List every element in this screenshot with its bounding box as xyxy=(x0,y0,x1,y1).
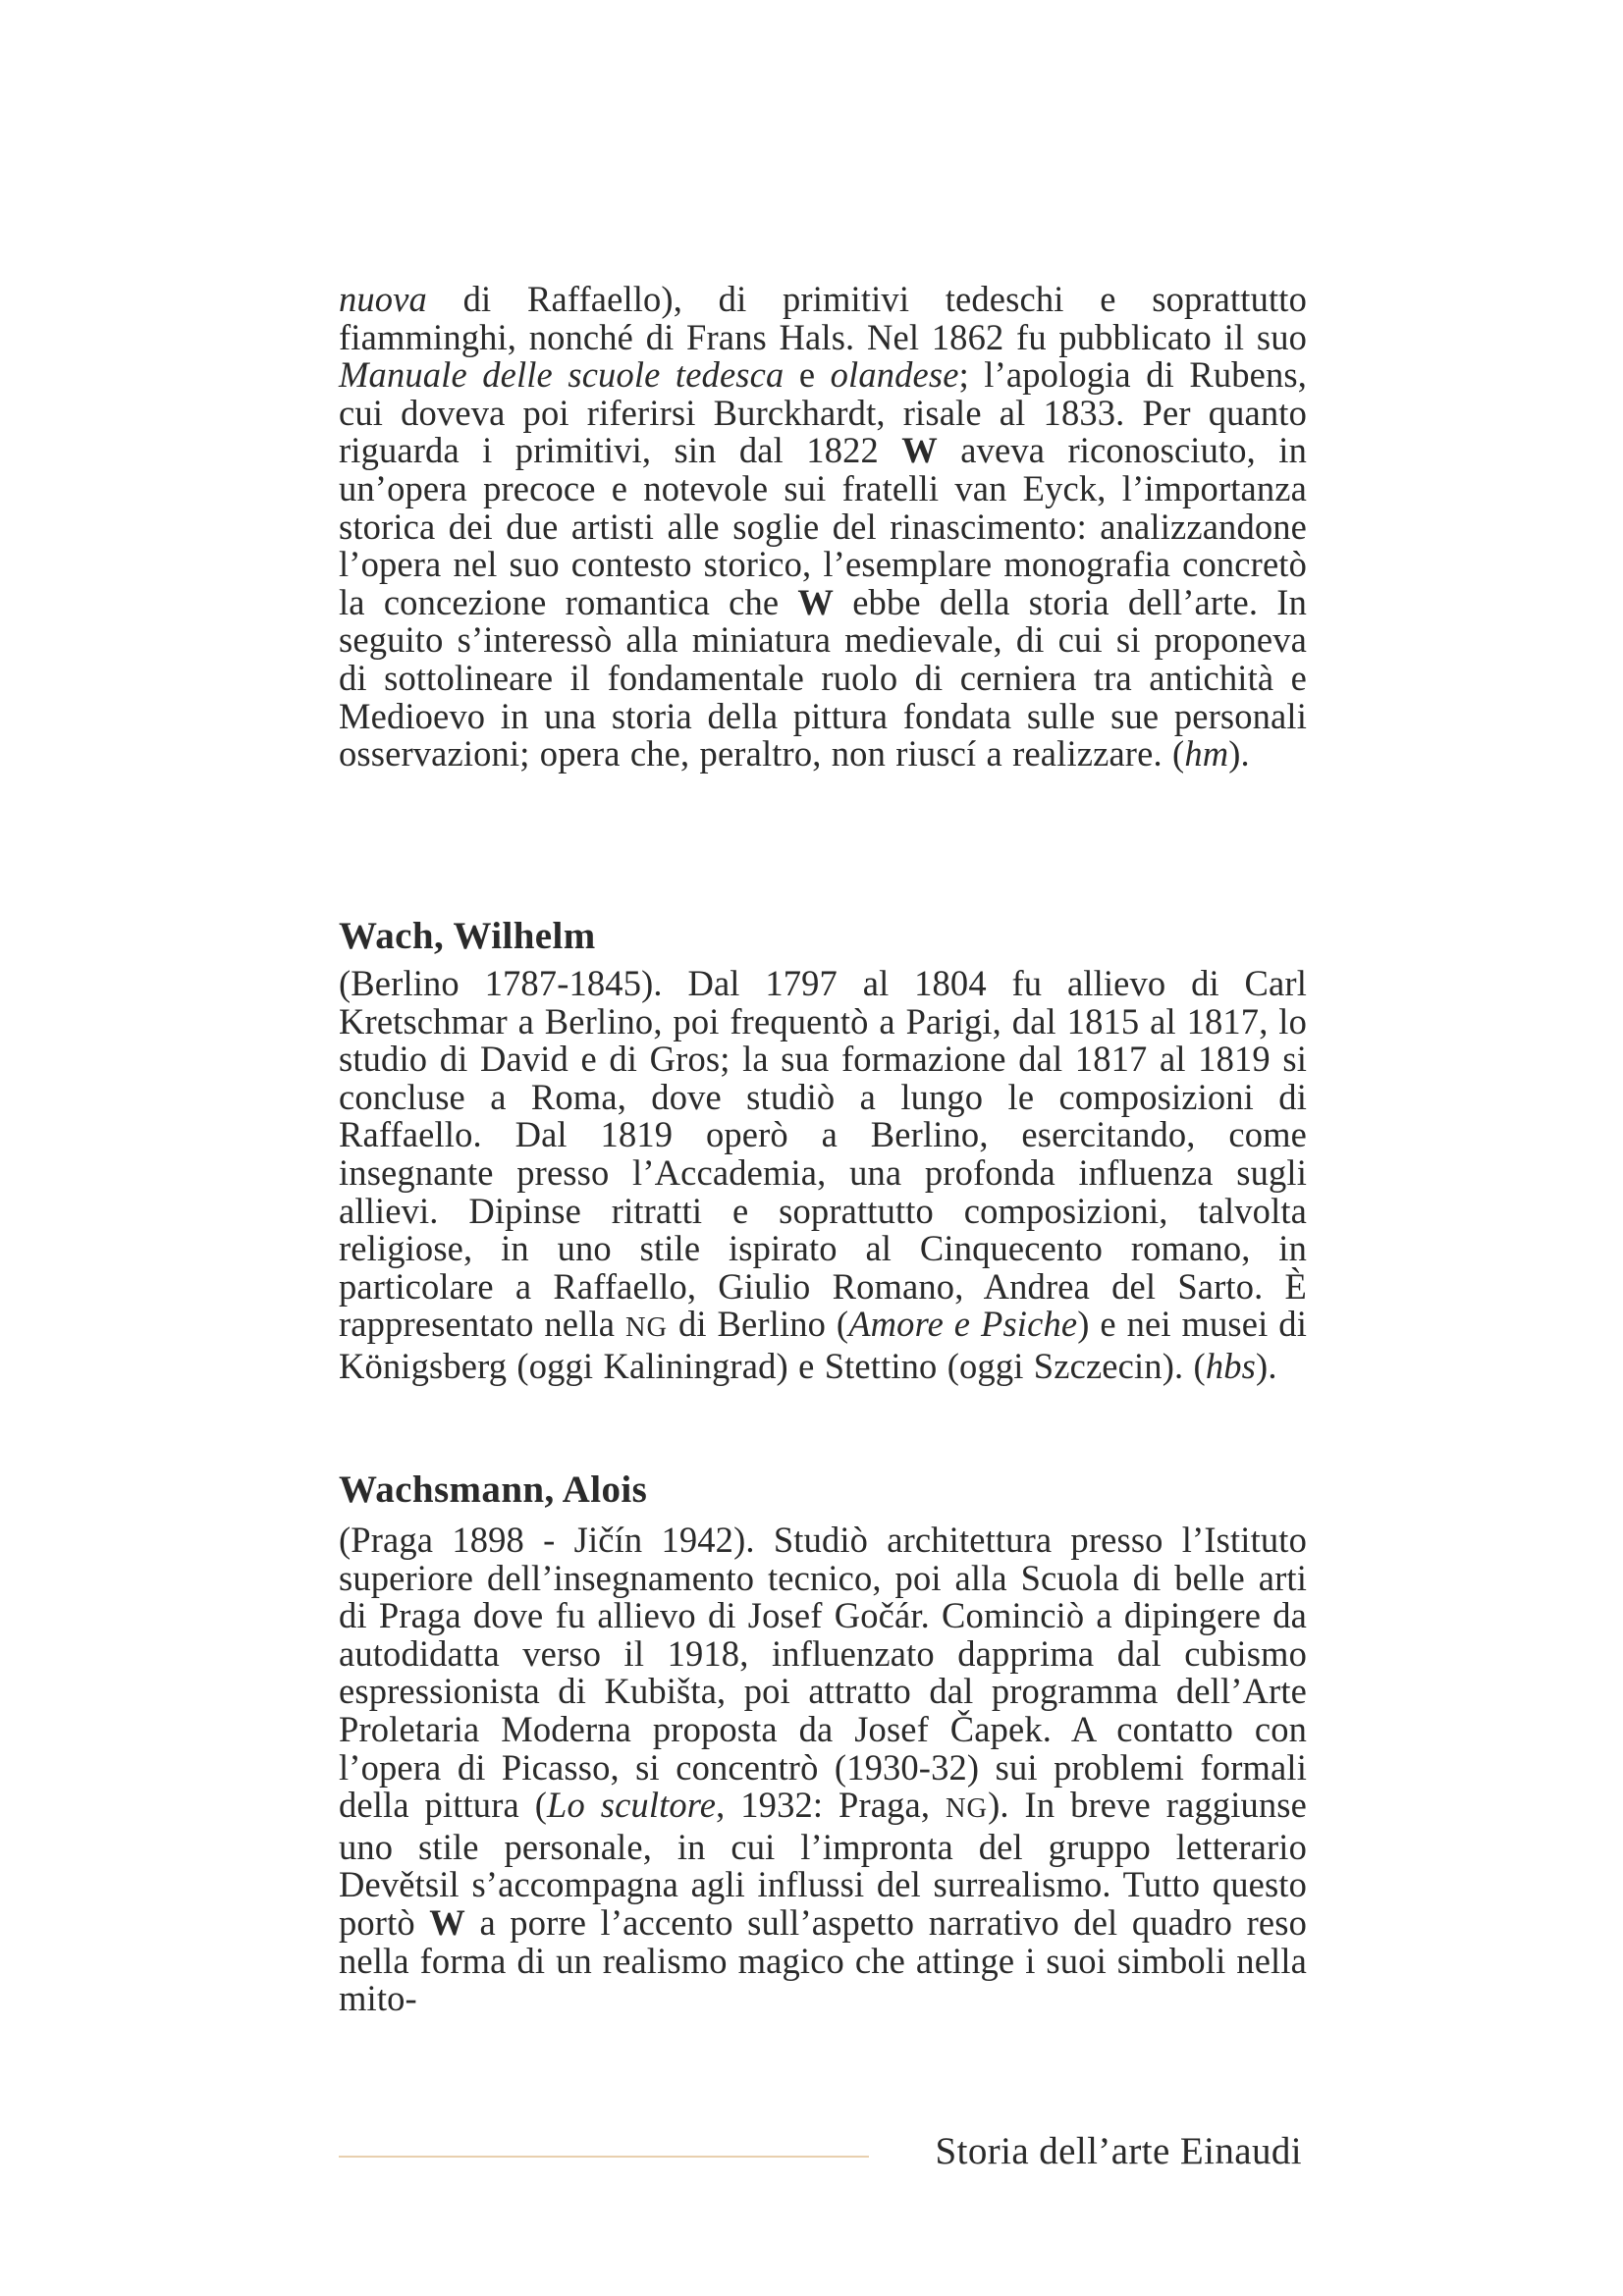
text-run: ). xyxy=(1228,733,1250,774)
text-run: (Praga 1898 - Jičín 1942). Studiò architettura presso l’Istituto superiore dell’insegnamento tecnico, poi alla Scuola di belle arti di Praga dove fu allievo di Josef Gočár. Cominciò a dipingere da autodidatta verso il 1918, influenzato dapprima dal cubismo espressionista di Kubišta, poi attratto dal programma dell’Arte Proletaria Moderna proposta da Josef Čapek. A contatto con l’opera di Picasso, si concentrò (1930-32) sui problemi formali della pittura ( xyxy=(339,1520,1307,1826)
intro-text xyxy=(339,281,1307,774)
text-run: a porre l’accento sull’aspetto narrativo del quadro reso nella forma di un realismo magico che attinge i suoi simboli nella mito- xyxy=(339,1901,1307,2019)
text-run: , 1932: Praga, xyxy=(716,1785,946,1826)
italic-title: Amore e Psiche xyxy=(848,1304,1078,1345)
entry-sigla: W xyxy=(797,581,835,622)
author-initials: hbs xyxy=(1205,1345,1257,1386)
text-run: ebbe della storia dell’arte. In seguito s’interessò alla miniatura medievale, di cui si proponeva di sottolineare il fondamentale ruolo di cerniera tra antichità e Medioevo in una storia della pittura fondata sulle sue personali osservazioni; opera che, peraltro, non riuscí a realizzare. ( xyxy=(339,581,1307,774)
text-run: di Raffaello), di primitivi tedeschi e soprattutto fiamminghi, nonché di Frans Hals. Nel 1862 fu pubblicato il suo xyxy=(339,279,1307,357)
footer-title: Storia dell’arte Einaudi xyxy=(935,2130,1302,2172)
text-run: ) e nei musei di Königsberg (oggi Kaliningrad) e Stettino (oggi Szczecin). ( xyxy=(339,1304,1307,1386)
italic-title: Manuale delle scuole tedesca xyxy=(339,354,784,396)
abbreviation: NG xyxy=(946,1793,989,1825)
italic-title: Lo scultore xyxy=(547,1785,717,1826)
text-run: ). xyxy=(1256,1345,1277,1386)
intro-paragraph xyxy=(339,281,1307,774)
entry-text xyxy=(339,1522,1307,2018)
entry-sigla: W xyxy=(901,430,938,471)
italic-title: olandese xyxy=(830,354,959,396)
text-run: (Berlino 1787-1845). Dal 1797 al 1804 fu allievo di Carl Kretschmar a Berlino, poi frequentò a Parigi, dal 1815 al 1817, lo studio di David e di Gros; la sua formazione dal 1817 al 1819 si concluse a Roma, dove studiò a lungo le composizioni di Raffaello. Dal 1819 operò a Berlino, esercitando, come insegnante presso l’Accademia, una profonda influenza sugli allievi. Dipinse ritratti e soprattutto composizioni, talvolta religiose, in uno stile ispirato al Cinquecento romano, in particolare a Raffaello, Giulio Romano, Andrea del Sarto. È rappresentato nella xyxy=(339,963,1307,1345)
entry-body-wachsmann xyxy=(339,1522,1307,2018)
author-initials: hm xyxy=(1184,733,1229,774)
text-run: e xyxy=(784,354,831,396)
italic-text: nuova xyxy=(339,279,427,319)
abbreviation: NG xyxy=(624,1312,669,1344)
text-run: ). In breve raggiunse uno stile personale, in cui l’impronta del gruppo letterario Devětsil s’accompagna agli influssi del surrealismo. Tutto questo portò xyxy=(339,1785,1308,1943)
entry-sigla: W xyxy=(429,1901,465,1943)
text-run: di Berlino ( xyxy=(668,1304,849,1345)
entry-heading-wachsmann: Wachsmann, Alois xyxy=(339,1468,648,1511)
footer-rule xyxy=(339,2156,869,2158)
entry-heading-wach: Wach, Wilhelm xyxy=(339,915,596,957)
text-run: aveva riconosciuto, in un’opera precoce e notevole sui fratelli van Eyck, l’importanza storica dei due artisti alle soglie del rinascimento: analizzandone l’opera nel suo contesto storico, l’esemplare monografia concretò la concezione romantica che xyxy=(339,430,1307,622)
entry-body-wach xyxy=(339,965,1307,1386)
text-run: ; l’apologia di Rubens, cui doveva poi riferirsi Burckhardt, risale al 1833. Per quanto riguarda i primitivi, sin dal 1822 xyxy=(339,354,1307,471)
entry-text xyxy=(339,965,1307,1386)
